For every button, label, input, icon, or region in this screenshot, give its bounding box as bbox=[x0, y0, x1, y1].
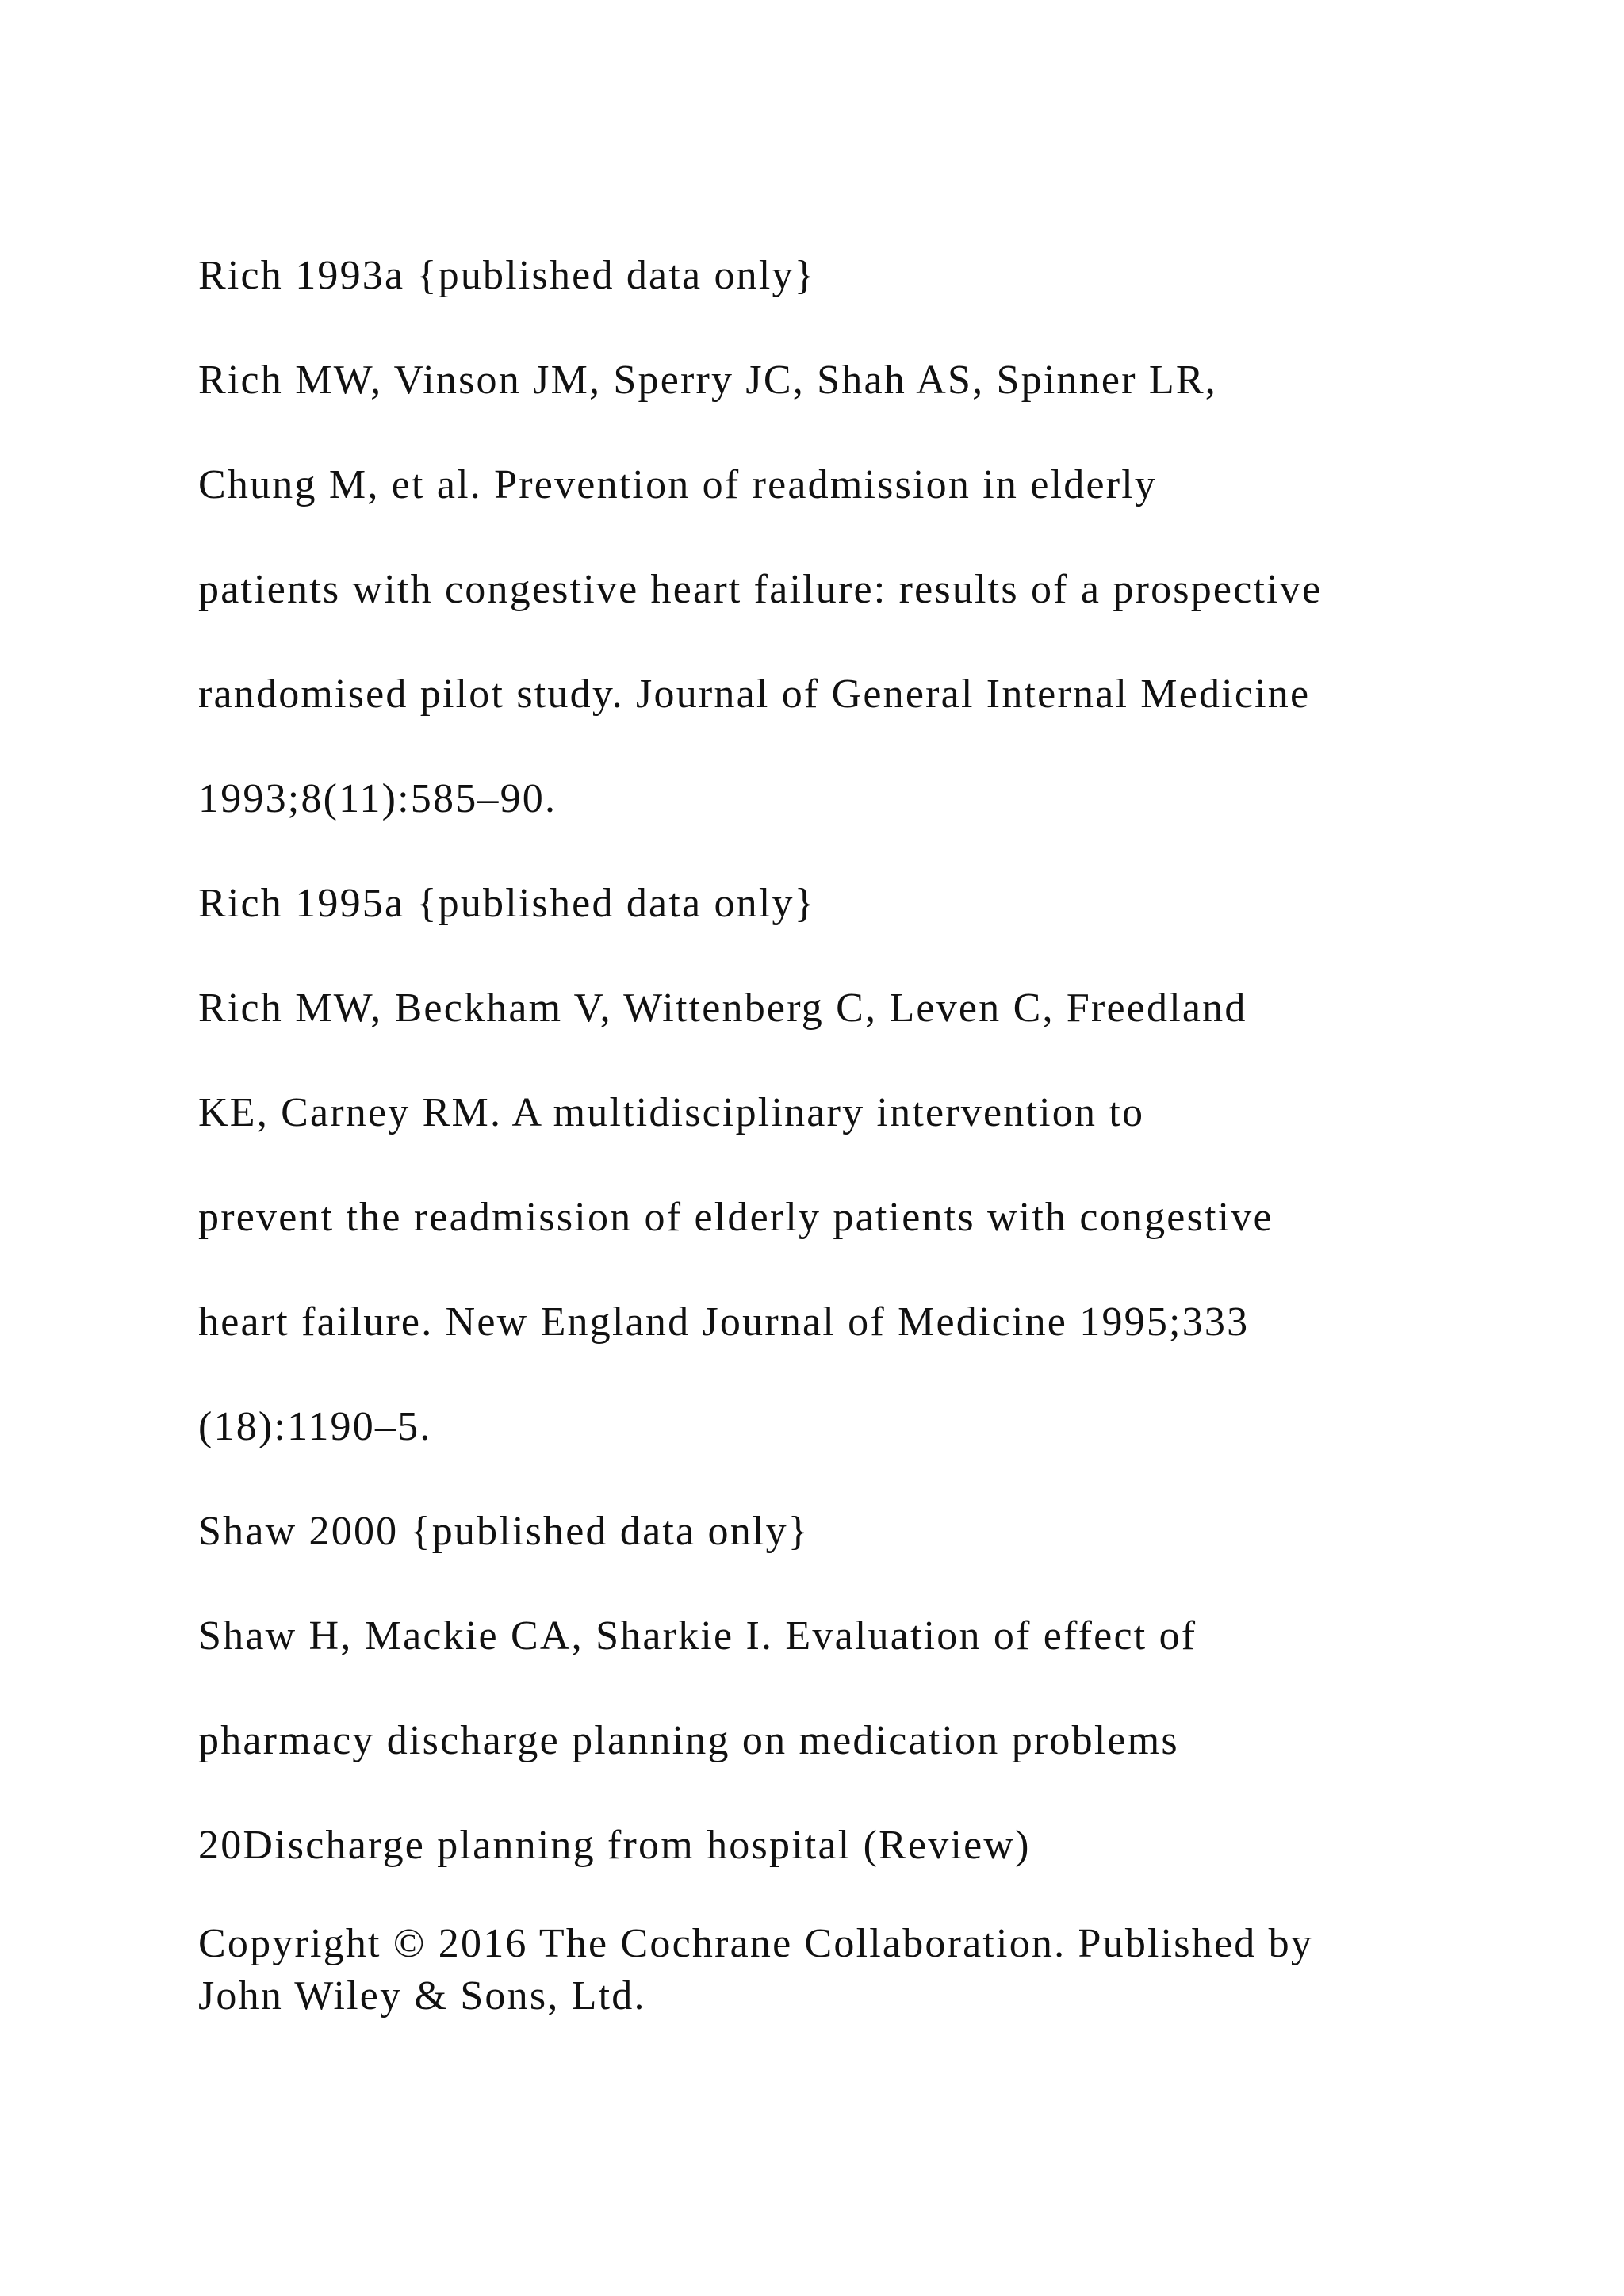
document-body bbox=[198, 243, 1546, 2022]
reference-text-line: 1993;8(11):585–90. bbox=[198, 776, 557, 821]
copyright-notice-line: Copyright © 2016 The Cochrane Collaboration. Published by bbox=[198, 1921, 1314, 1966]
reference-text-line: (18):1190–5. bbox=[198, 1404, 432, 1449]
reference-heading-shaw-2000: Shaw 2000 {published data only} bbox=[198, 1509, 810, 1554]
reference-text-line: patients with congestive heart failure: results of a prospective bbox=[198, 567, 1323, 612]
reference-text-line: heart failure. New England Journal of Medicine 1995;333 bbox=[198, 1299, 1250, 1345]
reference-text-line: randomised pilot study. Journal of General Internal Medicine bbox=[198, 672, 1311, 717]
reference-text-line: pharmacy discharge planning on medication problems bbox=[198, 1718, 1179, 1763]
reference-heading-rich-1993a: Rich 1993a {published data only} bbox=[198, 253, 816, 298]
reference-text-line: KE, Carney RM. A multidisciplinary intervention to bbox=[198, 1090, 1145, 1135]
reference-text-line: prevent the readmission of elderly patients with congestive bbox=[198, 1195, 1274, 1240]
page-footer-title: 20Discharge planning from hospital (Review) bbox=[198, 1823, 1031, 1868]
reference-text-line: Rich MW, Beckham V, Wittenberg C, Leven C, Freedland bbox=[198, 985, 1247, 1031]
reference-text-line: Chung M, et al. Prevention of readmission in elderly bbox=[198, 462, 1158, 507]
reference-heading-rich-1995a: Rich 1995a {published data only} bbox=[198, 881, 816, 926]
reference-text-line: Rich MW, Vinson JM, Sperry JC, Shah AS, Spinner LR, bbox=[198, 358, 1217, 403]
copyright-notice-line: John Wiley & Sons, Ltd. bbox=[198, 1973, 646, 2019]
reference-text-line: Shaw H, Mackie CA, Sharkie I. Evaluation of effect of bbox=[198, 1613, 1197, 1659]
